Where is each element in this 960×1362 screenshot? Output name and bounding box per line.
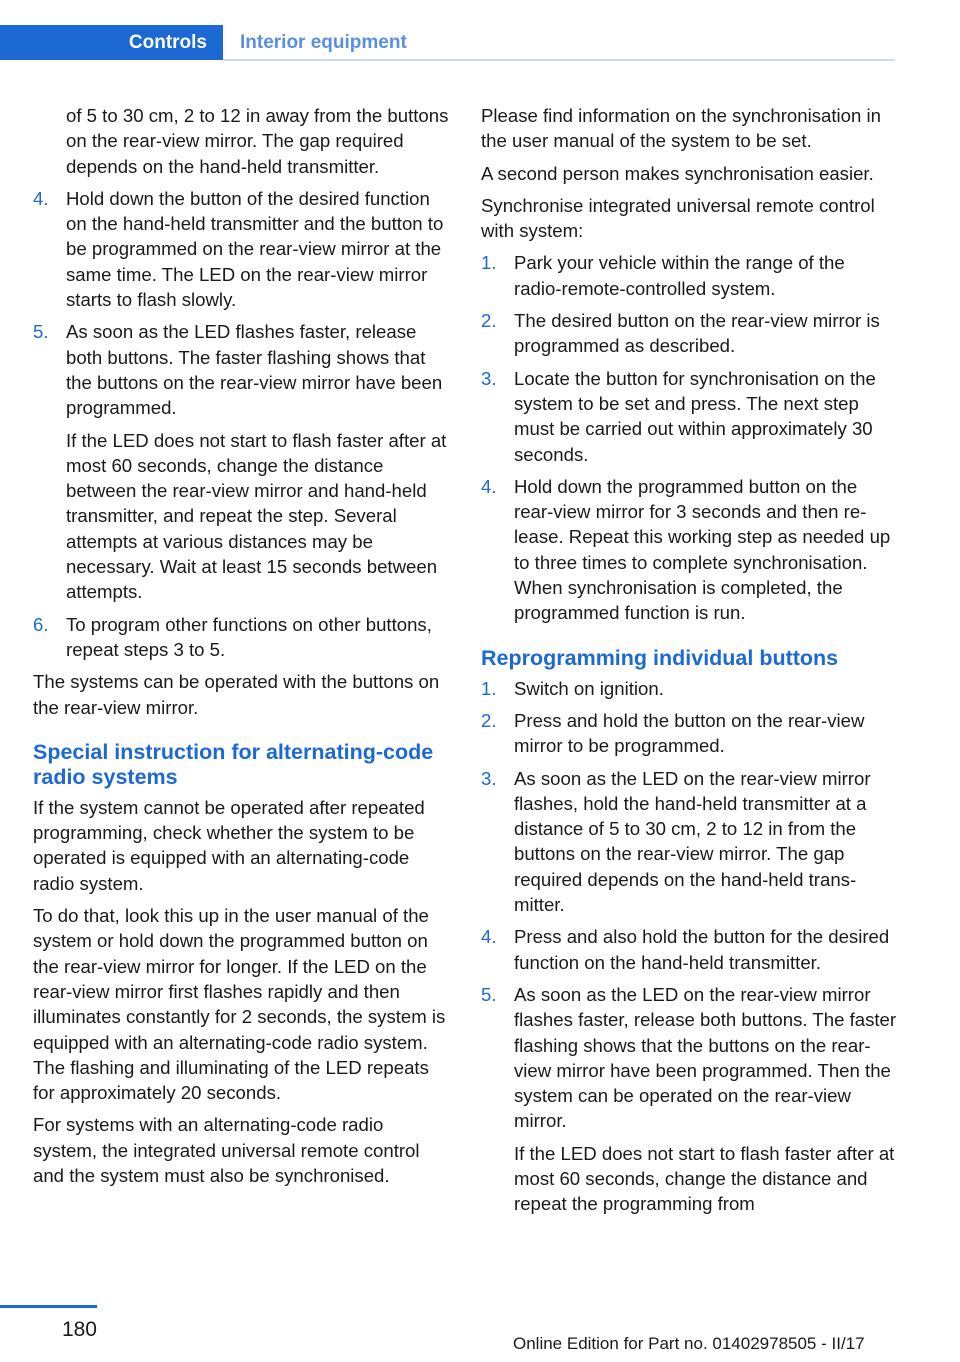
step-number: 4.: [481, 475, 497, 497]
list-item: [481, 708, 897, 759]
list-item: [33, 186, 449, 312]
step-number: 2.: [481, 310, 497, 332]
step-text: The desired button on the rear-view mirror is programmed as described.: [514, 310, 880, 357]
list-item: [481, 982, 897, 1217]
right-column: [481, 103, 897, 1224]
list-item: [481, 676, 897, 701]
paragraph: To do that, look this up in the user manual of the system or hold down the programmed button on the rear-view mirror for longer. If the LED on the rear-view mirror first flashes rapidly and then illuminates constantly for 2 seconds, the system is equipped with an alternating-code radio system. The flashing and illuminating of the LED repeats for approximately 20 seconds.: [33, 905, 446, 1104]
step-number: 5.: [33, 321, 49, 343]
step-number: 6.: [33, 613, 49, 635]
paragraph: If the system cannot be operated after repeated programming, check whether the system to be operated is equipped with an alternating-code radio system.: [33, 796, 425, 894]
step-number: 3.: [481, 367, 497, 389]
list-item: [481, 250, 897, 301]
page-header: [0, 25, 895, 63]
list-item: [481, 366, 897, 467]
step-number: 1.: [481, 677, 497, 699]
step-number: 1.: [481, 252, 497, 274]
step-text: Press and also hold the button for the desired function on the hand-held transmitter.: [514, 926, 890, 973]
header-divider: [223, 59, 895, 61]
step-text: Locate the button for synchronisation on the system to be set and press. The next step must be carried out within approximately 30 seconds.: [514, 367, 876, 465]
continued-step-text: of 5 to 30 cm, 2 to 12 in away from the buttons on the rear-view mirror. The gap required depends on the hand-held transmitter.: [66, 105, 449, 177]
step-text: Park your vehicle within the range of the radio-remote-controlled system.: [514, 252, 845, 299]
step-text: As soon as the LED flashes faster, release both buttons. The faster flashing shows that the buttons on the rear-view mirror have been programmed.: [66, 321, 443, 419]
edition-note: Online Edition for Part no. 01402978505 - II/17: [513, 1334, 865, 1353]
step-text: If the LED does not start to flash faster after at most 60 seconds, change the distance and repeat the programming from: [514, 1142, 895, 1215]
step-text: To program other functions on other buttons, repeat steps 3 to 5.: [66, 613, 432, 660]
step-text: As soon as the LED on the rear-view mirror flashes, hold the hand-held transmitter at a distance of 5 to 30 cm, 2 to 12 in from the buttons on the rear-view mirror. The gap required depends on the hand-held transmitter.: [514, 767, 871, 916]
step-text: If the LED does not start to flash faster after at most 60 seconds, change the distance between the rear-view mirror and hand-held transmitter, and repeat the step. Several attempts at various distances may be necessary. Wait at least 15 seconds between attempts.: [66, 429, 447, 603]
step-number: 5.: [481, 983, 497, 1005]
step-number: 3.: [481, 767, 497, 789]
step-number: 4.: [33, 187, 49, 209]
paragraph: For systems with an alternating-code radio system, the integrated universal remote control and the system must also be synchronised.: [33, 1114, 420, 1186]
step-text: Hold down the button of the desired function on the hand-held transmitter and the button to be programmed on the rear-view mirror at the same time. The LED on the rear-view mirror starts to flash slowly.: [66, 187, 444, 311]
step-text: Press and hold the button on the rear-view mirror to be programmed.: [514, 709, 865, 757]
step-text: As soon as the LED on the rear-view mirror flashes faster, release both buttons. The faster flashing shows that the buttons on the rear-view mirror have been programmed. Then the system can be operated on the rear-view mirror.: [514, 983, 897, 1132]
section-heading: Reprogramming individual buttons: [481, 645, 839, 670]
paragraph: The systems can be operated with the buttons on the rear-view mirror.: [33, 671, 440, 718]
paragraph: Synchronise integrated universal remote control with system:: [481, 194, 875, 242]
paragraph: A second person makes synchronisation easier.: [481, 162, 874, 184]
section-tab-interior-equipment[interactable]: Interior equipment: [240, 31, 407, 53]
list-item: [481, 766, 897, 918]
list-item: [481, 474, 897, 626]
section-tab-controls[interactable]: Controls: [0, 25, 223, 60]
list-item: [481, 924, 897, 975]
list-item: [33, 612, 449, 663]
paragraph: Please find information on the synchronisation in the user manual of the system to be set.: [481, 105, 882, 152]
page-number: 180: [61, 1318, 97, 1341]
step-number: 4.: [481, 926, 497, 948]
section-heading: Special instruction for alternating-code radio systems: [33, 739, 434, 789]
list-item: [33, 319, 449, 604]
footer-divider: [0, 1305, 97, 1308]
list-item: [481, 308, 897, 359]
step-text: Hold down the programmed button on the rear-view mirror for 3 seconds and then release. Repeat this working step as needed up to three times to complete synchronisation. When synchronisation is completed, the programmed function is run.: [514, 475, 891, 624]
step-text: Switch on ignition.: [514, 677, 664, 699]
step-number: 2.: [481, 709, 497, 731]
left-column: [33, 103, 449, 1195]
